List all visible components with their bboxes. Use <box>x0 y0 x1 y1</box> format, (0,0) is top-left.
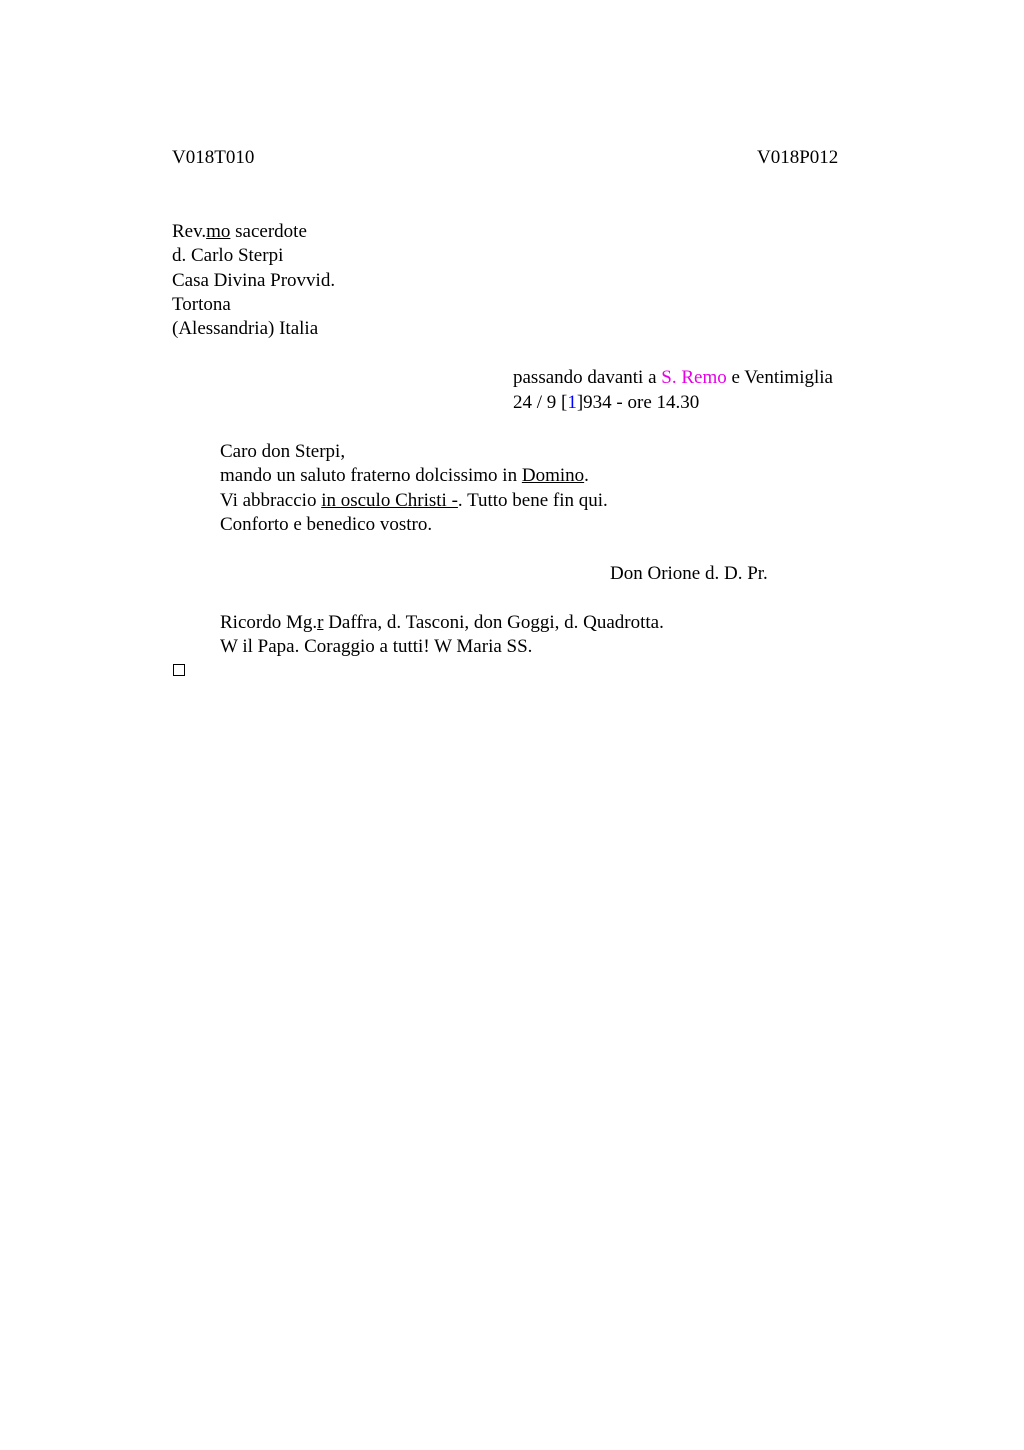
address-line-1-underlined: mo <box>206 221 231 242</box>
body-line-4: Conforto e benedico vostro. <box>220 514 433 535</box>
place-line-suffix: e Ventimiglia <box>726 367 833 388</box>
body-line-2-underlined: Domino <box>521 465 585 486</box>
address-line-1-prefix: Rev. <box>172 221 207 242</box>
empty-box-icon <box>173 664 185 676</box>
place-line-prefix: passando davanti a <box>513 367 662 388</box>
salutation: Caro don Sterpi, <box>220 441 346 462</box>
address-line-3: Casa Divina Provvid. <box>172 270 336 291</box>
address-line-1 <box>172 220 307 244</box>
address-line-2: d. Carlo Sterpi <box>172 245 284 266</box>
body-line-3-suffix: . Tutto bene fin qui. <box>457 490 608 511</box>
body-line-3 <box>220 489 608 513</box>
postscript-line-1-prefix: Ricordo Mg. <box>220 612 318 633</box>
body-line-2 <box>220 464 589 488</box>
header-right-code: V018P012 <box>757 147 839 168</box>
address-line-4: Tortona <box>172 294 231 315</box>
place-line <box>513 366 833 390</box>
postscript-line-1-suffix: Daffra, d. Tasconi, don Goggi, d. Quadrotta. <box>323 612 664 633</box>
body-line-3-underlined: in osculo Christi - <box>321 490 458 511</box>
header-left-code: V018T010 <box>172 147 255 168</box>
body-line-2-suffix: . <box>584 465 589 486</box>
postscript-line-2: W il Papa. Coraggio a tutti! W Maria SS. <box>220 636 533 657</box>
address-line-1-suffix: sacerdote <box>230 221 307 242</box>
date-line <box>513 391 699 415</box>
date-highlight: 1 <box>567 392 577 413</box>
date-line-suffix: ]934 - ore 14.30 <box>576 392 700 413</box>
address-line-5: (Alessandria) Italia <box>172 318 319 339</box>
place-highlight: S. Remo <box>661 367 727 388</box>
body-line-2-prefix: mando un saluto fraterno dolcissimo in <box>220 465 522 486</box>
date-line-prefix: 24 / 9 [ <box>513 392 568 413</box>
signature: Don Orione d. D. Pr. <box>610 563 768 584</box>
postscript-line-1 <box>220 611 664 635</box>
postscript-line-1-underlined: r <box>317 612 324 633</box>
body-line-3-prefix: Vi abbraccio <box>220 490 322 511</box>
